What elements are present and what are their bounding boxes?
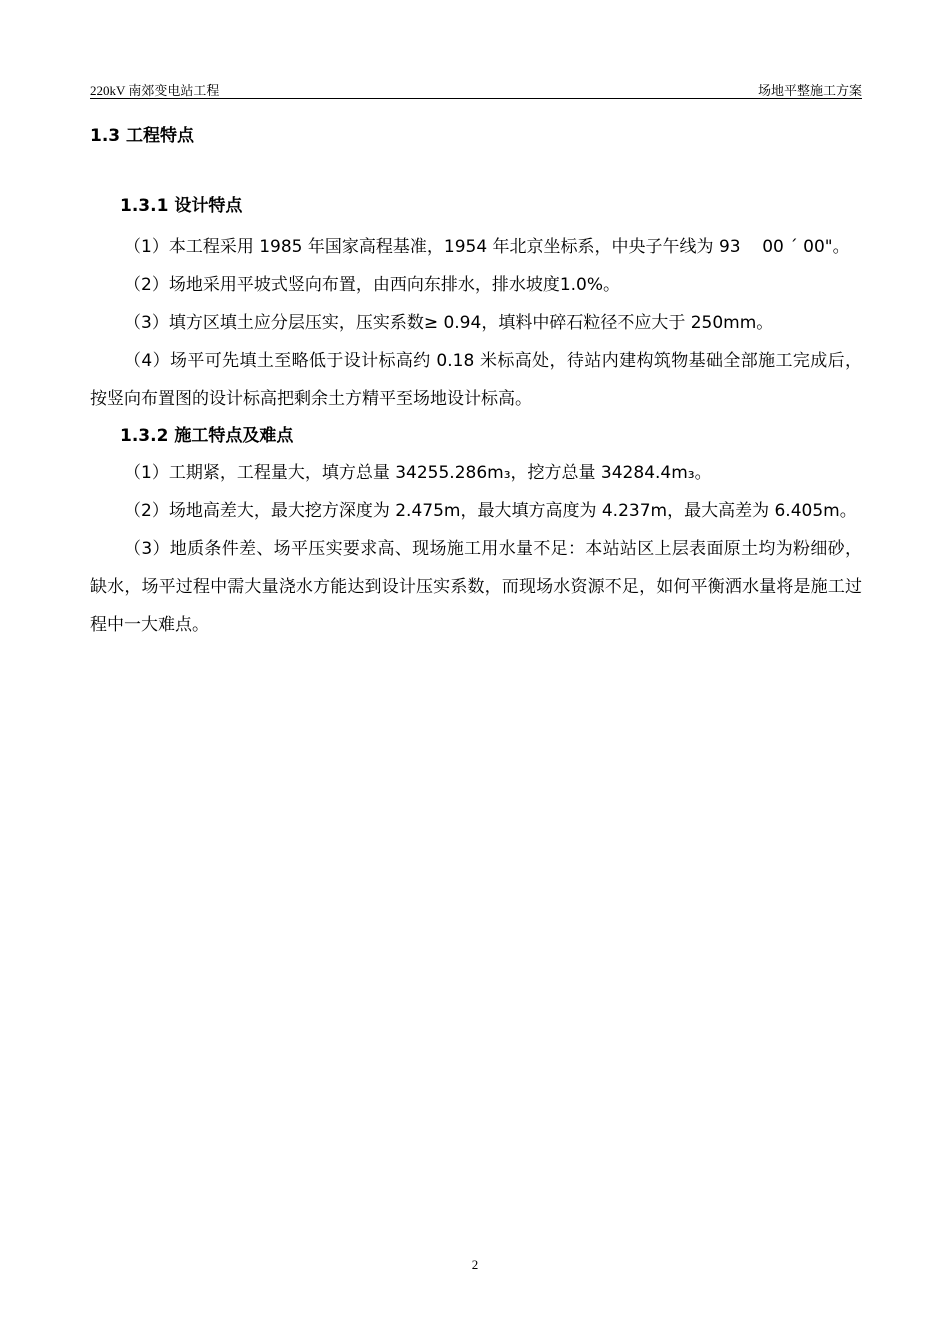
header-document-title: 场地平整施工方案 — [757, 83, 862, 98]
paragraph: （2）场地高差大，最大挖方深度为 2.475m，最大填方高度为 4.237m，最大高差为 6.405m。 — [124, 501, 857, 521]
paragraph: （3）填方区填土应分层压实，压实系数≥ 0.94，填料中碎石粒径不应大于 250mm。 — [124, 313, 774, 333]
paragraph: （1）本工程采用 1985 年国家高程基准，1954 年北京坐标系，中央子午线为 93 00 ´ 00"。 — [124, 237, 850, 257]
paragraph: （1）工期紧，工程量大，填方总量 34255.286m₃，挖方总量 34284.4m₃。 — [124, 463, 712, 483]
paragraph: （2）场地采用平坡式竖向布置，由西向东排水，排水坡度1.0%。 — [124, 275, 621, 295]
document-body — [90, 118, 862, 644]
page-header — [90, 78, 862, 99]
subsection-title-construction: 1.3.2 施工特点及难点 — [120, 426, 294, 446]
page-number: 2 — [471, 1257, 479, 1272]
paragraph: （4）场平可先填土至略低于设计标高约 0.18 米标高处，待站内建构筑物基础全部施工完成后，按竖向布置图的设计标高把剩余土方精平至场地设计标高。 — [90, 351, 862, 409]
header-project-name: 220kV 南郊变电站工程 — [90, 83, 220, 98]
paragraph: （3）地质条件差、场平压实要求高、现场施工用水量不足：本站站区上层表面原土均为粉细砂，缺水，场平过程中需大量浇水方能达到设计压实系数，而现场水资源不足，如何平衡洒水量将是施工过程中一大难点。 — [90, 539, 862, 635]
subsection-title-design: 1.3.1 设计特点 — [120, 196, 243, 216]
section-title: 1.3 工程特点 — [90, 126, 195, 146]
